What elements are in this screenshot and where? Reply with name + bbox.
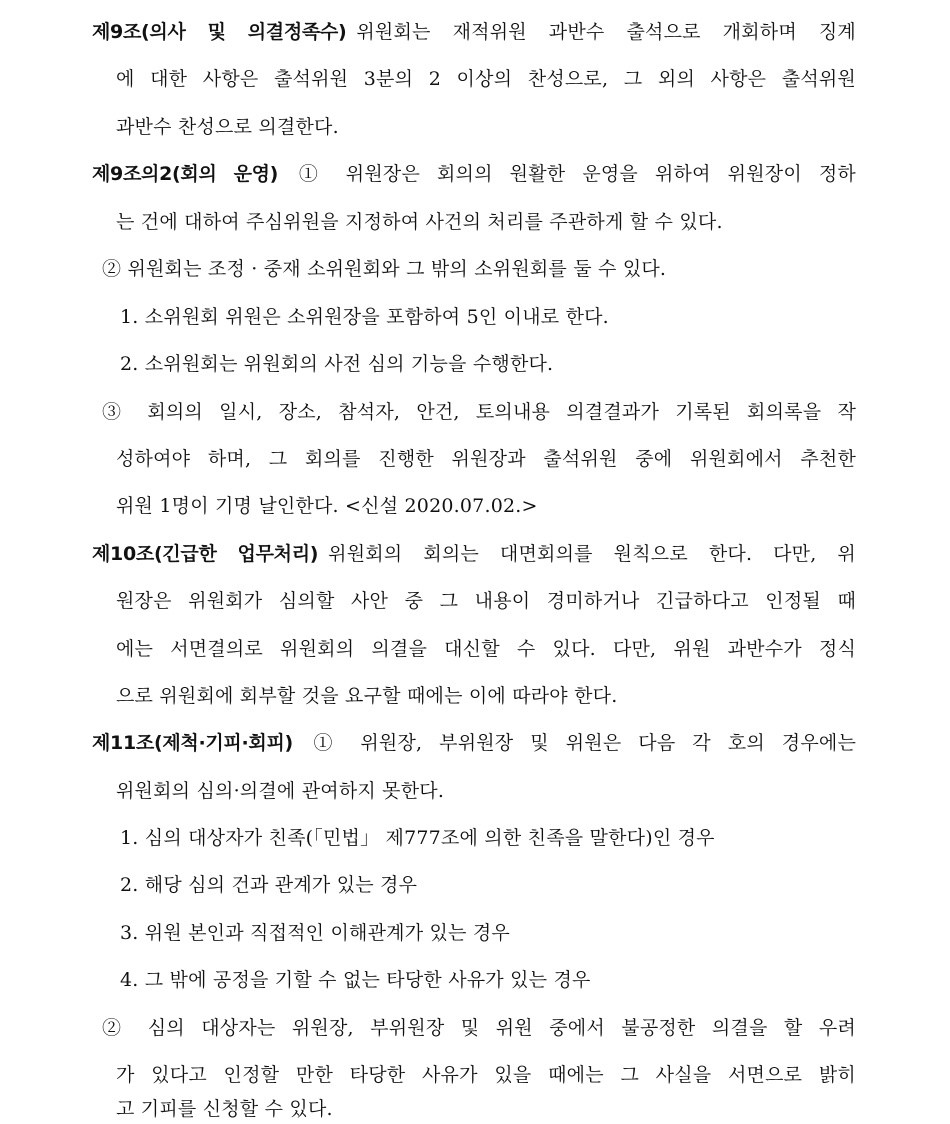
article-11-item-3-text: 3. 위원 본인과 직접적인 이해관계가 있는 경우 [120,922,510,944]
article-9-text-1: 위원회는 재적위원 과반수 출석으로 개회하며 징계 [356,21,856,43]
article-11-line-1 [92,728,856,758]
article-11-para-2-line-2 [116,1060,856,1090]
article-9-2-heading: 제9조의2(회의 운영) [92,163,279,185]
article-11-para-2-text-3: 고 기피를 신청할 수 있다. [116,1098,333,1120]
article-11-heading: 제11조(제척·기피·회피) [92,732,293,754]
article-9-2-para-3-line-1 [102,397,856,427]
article-11-item-4-text: 4. 그 밖에 공정을 기할 수 없는 타당한 사유가 있는 경우 [120,969,591,991]
article-9-2-para-3-line-3 [116,491,538,521]
article-11-para-2-line-1 [102,1013,856,1043]
article-10-line-2 [116,586,856,616]
article-9-2-para-3-line-2 [116,444,856,474]
article-9-2-item-1 [120,302,609,332]
article-9-2-item-2-text: 2. 소위원회는 위원회의 사전 심의 기능을 수행한다. [120,353,554,375]
article-11-item-1-text: 1. 심의 대상자가 친족(「민법」 제777조에 의한 친족을 말한다)인 경우 [120,827,715,849]
article-11-item-3 [120,918,510,948]
article-11-para-2-text-1: ② 심의 대상자는 위원장, 부위원장 및 위원 중에서 불공정한 의결을 할 우려 [102,1017,856,1039]
article-9-2-line-1 [92,159,856,189]
article-9-2-item-2 [120,349,553,379]
article-11-text-1: ① 위원장, 부위원장 및 위원은 다음 각 호의 경우에는 [302,732,856,754]
article-11-item-2 [120,870,417,900]
article-9-line-1 [92,17,856,47]
article-10-text-4: 으로 위원회에 회부할 것을 요구할 때에는 이에 따라야 한다. [116,685,618,707]
article-10-text-3: 에는 서면결의로 위원회의 의결을 대신할 수 있다. 다만, 위원 과반수가 정식 [116,638,856,660]
article-10-text-1: 위원회의 회의는 대면회의를 원칙으로 한다. 다만, 위 [328,543,856,565]
article-11-para-2-text-2: 가 있다고 인정할 만한 타당한 사유가 있을 때에는 그 사실을 서면으로 밝히 [116,1064,856,1086]
article-9-2-item-1-text: 1. 소위원회 위원은 소위원장을 포함하여 5인 이내로 한다. [120,306,609,328]
article-10-heading: 제10조(긴급한 업무처리) [92,543,319,565]
article-9-text-3: 과반수 찬성으로 의결한다. [116,116,339,138]
article-9-2-text-1: ① 위원장은 회의의 원활한 운영을 위하여 위원장이 정하 [288,163,856,185]
article-11-para-2-line-3 [116,1094,333,1124]
article-9-2-para-3-text-3: 위원 1명이 기명 날인한다. <신설 2020.07.02.> [116,495,538,517]
article-10-line-4 [116,681,617,711]
article-9-2-para-3-text-2: 성하여야 하며, 그 회의를 진행한 위원장과 출석위원 중에 위원회에서 추천한 [116,448,856,470]
article-9-heading: 제9조(의사 및 의결정족수) [92,21,347,43]
article-9-text-2: 에 대한 사항은 출석위원 3분의 2 이상의 찬성으로, 그 외의 사항은 출석위원 [116,68,856,90]
article-9-2-line-2 [116,207,723,237]
article-10-line-1 [92,539,856,569]
article-9-line-2 [116,64,856,94]
article-9-line-3 [116,112,339,142]
article-9-2-para-3-text-1: ③ 회의의 일시, 장소, 참석자, 안건, 토의내용 의결결과가 기록된 회의록을 작 [102,401,856,423]
article-11-item-1 [120,823,715,853]
article-11-item-2-text: 2. 해당 심의 건과 관계가 있는 경우 [120,874,418,896]
article-9-2-para-2 [102,254,666,284]
article-10-text-2: 원장은 위원회가 심의할 사안 중 그 내용이 경미하거나 긴급하다고 인정될 때 [116,590,856,612]
article-9-2-text-3: ② 위원회는 조정 · 중재 소위원회와 그 밖의 소위원회를 둘 수 있다. [102,258,667,280]
article-11-item-4 [120,965,591,995]
article-10-line-3 [116,634,856,664]
article-11-text-2: 위원회의 심의·의결에 관여하지 못한다. [116,780,445,802]
article-11-line-2 [116,776,444,806]
article-9-2-text-2: 는 건에 대하여 주심위원을 지정하여 사건의 처리를 주관하게 할 수 있다. [116,211,723,233]
